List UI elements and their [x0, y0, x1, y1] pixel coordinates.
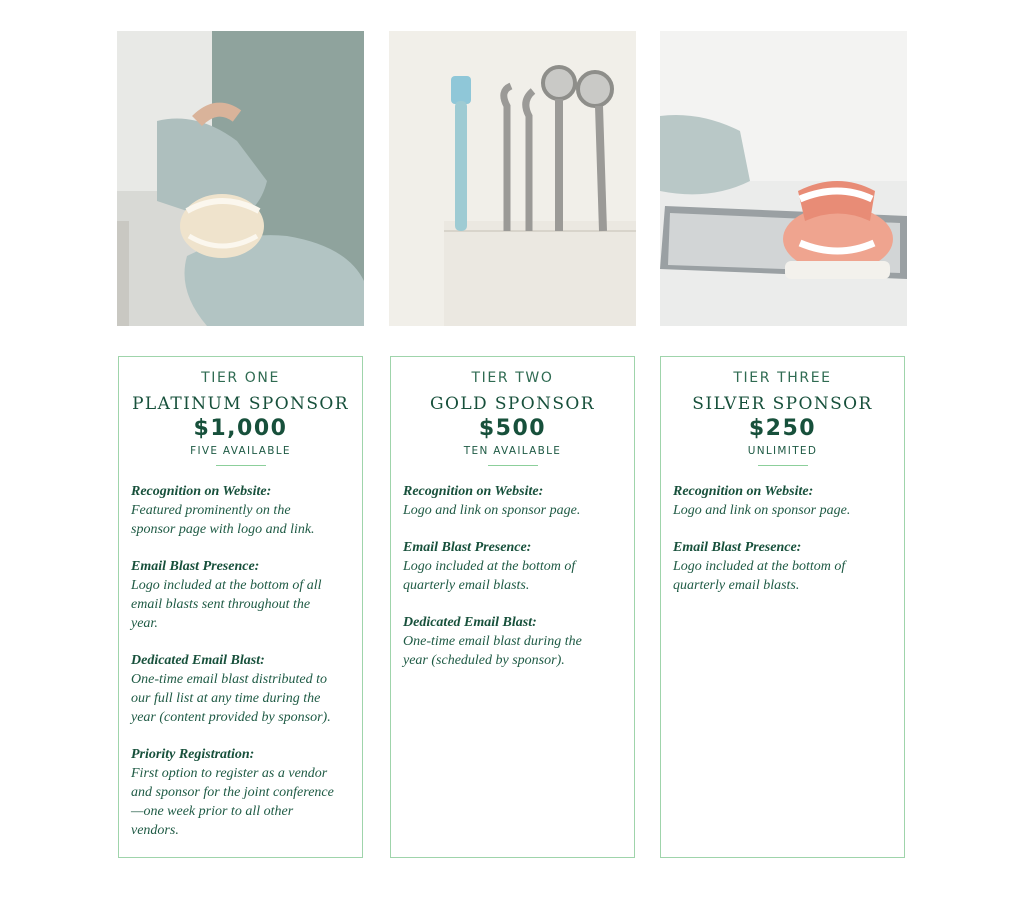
benefit-item [131, 745, 351, 840]
sponsor-name: GOLD SPONSOR [430, 394, 595, 414]
tier-label: TIER ONE [201, 370, 280, 386]
benefit-title: Priority Registration: [131, 747, 255, 762]
divider [488, 465, 538, 466]
tier-label: TIER TWO [471, 370, 554, 386]
benefit-title: Dedicated Email Blast: [403, 615, 537, 630]
benefit-text-line: Logo included at the bottom of all [131, 578, 322, 593]
availability-label: TEN AVAILABLE [463, 445, 562, 457]
benefit-text-line: our full list at any time during the [131, 691, 321, 706]
photo-dental-model [117, 31, 364, 326]
tier-card-gold [390, 356, 635, 858]
benefit-title: Email Blast Presence: [673, 540, 802, 555]
benefit-title: Recognition on Website: [131, 484, 272, 499]
benefit-title: Dedicated Email Blast: [131, 653, 265, 668]
benefit-text-line: quarterly email blasts. [403, 578, 530, 593]
benefit-text-line: year (scheduled by sponsor). [403, 653, 565, 668]
sponsor-price: $1,000 [193, 416, 288, 441]
benefit-text-line: year. [131, 616, 158, 631]
benefit-text-line: Logo and link on sponsor page. [673, 503, 851, 518]
benefit-item [131, 557, 351, 633]
benefit-text-line: Featured prominently on the [131, 503, 291, 518]
tier-card-silver [660, 356, 905, 858]
benefit-item [403, 482, 623, 520]
benefit-text-line: year (content provided by sponsor). [131, 710, 331, 725]
divider [216, 465, 266, 466]
benefit-text-line: Logo included at the bottom of [403, 559, 576, 574]
benefit-text-line: quarterly email blasts. [673, 578, 800, 593]
tier-label: TIER THREE [733, 370, 832, 386]
benefits-list [131, 482, 351, 840]
dental-model-image [117, 31, 364, 326]
availability-label: UNLIMITED [747, 445, 818, 457]
benefit-text-line: —one week prior to all other [131, 804, 294, 819]
benefit-text-line: and sponsor for the joint conference [131, 785, 334, 800]
benefit-text-line: Logo and link on sponsor page. [403, 503, 581, 518]
benefit-item [403, 613, 623, 670]
benefit-item [403, 538, 623, 595]
photo-jaw-model [660, 31, 907, 326]
benefits-list [673, 482, 893, 595]
benefit-title: Email Blast Presence: [131, 559, 260, 574]
benefit-text-line: First option to register as a vendor [131, 766, 328, 781]
benefit-text-line: Logo included at the bottom of [673, 559, 846, 574]
benefit-item [673, 538, 893, 595]
benefit-item [131, 651, 351, 727]
benefits-list [403, 482, 623, 670]
benefit-text-line: vendors. [131, 823, 179, 838]
photo-dental-tools [389, 31, 636, 326]
jaw-model-image [660, 31, 907, 326]
benefit-title: Email Blast Presence: [403, 540, 532, 555]
benefit-text-line: One-time email blast during the [403, 634, 582, 649]
benefit-text-line: email blasts sent throughout the [131, 597, 311, 612]
benefit-title: Recognition on Website: [673, 484, 814, 499]
benefit-text-line: sponsor page with logo and link. [131, 522, 315, 537]
benefit-item [131, 482, 351, 539]
sponsor-name: SILVER SPONSOR [692, 394, 873, 414]
divider [758, 465, 808, 466]
sponsor-name: PLATINUM SPONSOR [132, 394, 349, 414]
tier-card-platinum [118, 356, 363, 858]
availability-label: FIVE AVAILABLE [190, 445, 291, 457]
sponsor-price: $500 [478, 416, 547, 441]
dental-tools-image [389, 31, 636, 326]
sponsor-price: $250 [748, 416, 817, 441]
benefit-text-line: One-time email blast distributed to [131, 672, 327, 687]
benefit-item [673, 482, 893, 520]
benefit-title: Recognition on Website: [403, 484, 544, 499]
